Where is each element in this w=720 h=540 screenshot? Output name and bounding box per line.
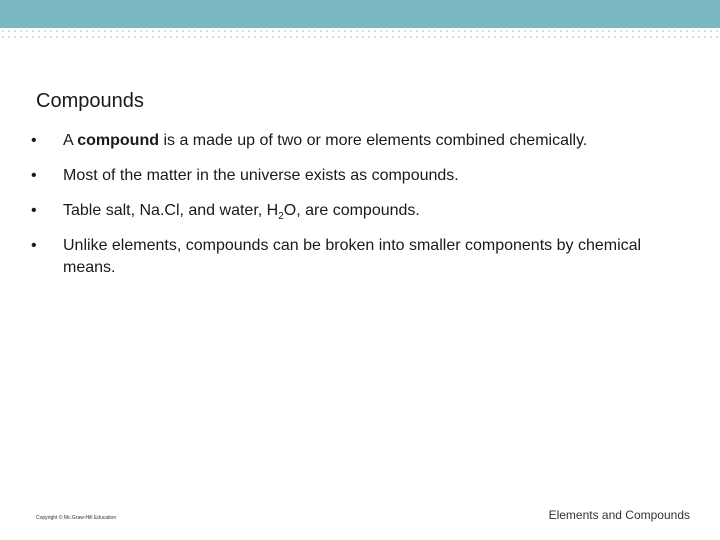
slide-title: Compounds	[36, 90, 144, 112]
bullet-marker: •	[31, 237, 37, 254]
bullet-marker: •	[31, 202, 37, 219]
bullet-item	[30, 130, 670, 152]
bullet-marker: •	[31, 167, 37, 184]
bullet-marker: •	[31, 132, 37, 149]
bold-term: compound	[77, 132, 159, 149]
subscript-text: 2	[278, 211, 284, 222]
copyright-notice: Copyright © Mc.Graw-Hill Education	[36, 515, 117, 521]
bullet-text: Most of the matter in the universe exists as compounds.	[63, 167, 459, 184]
header-texture	[0, 28, 720, 40]
bullet-text: Unlike elements, compounds can be broken into smaller components by chemical means.	[63, 237, 642, 276]
footer-label: Elements and Compounds	[548, 508, 690, 522]
bullet-item	[30, 200, 670, 222]
bullet-item	[30, 235, 670, 279]
bullet-text: A	[63, 132, 78, 149]
bullet-text: is a made up of two or more elements combined chemically.	[159, 132, 588, 149]
header-band	[0, 0, 720, 28]
bullet-text: O, are compounds.	[283, 202, 420, 219]
bullet-text: Table salt, Na.Cl, and water, H	[63, 202, 279, 219]
bullet-item	[30, 165, 670, 187]
bullet-list	[30, 130, 670, 292]
